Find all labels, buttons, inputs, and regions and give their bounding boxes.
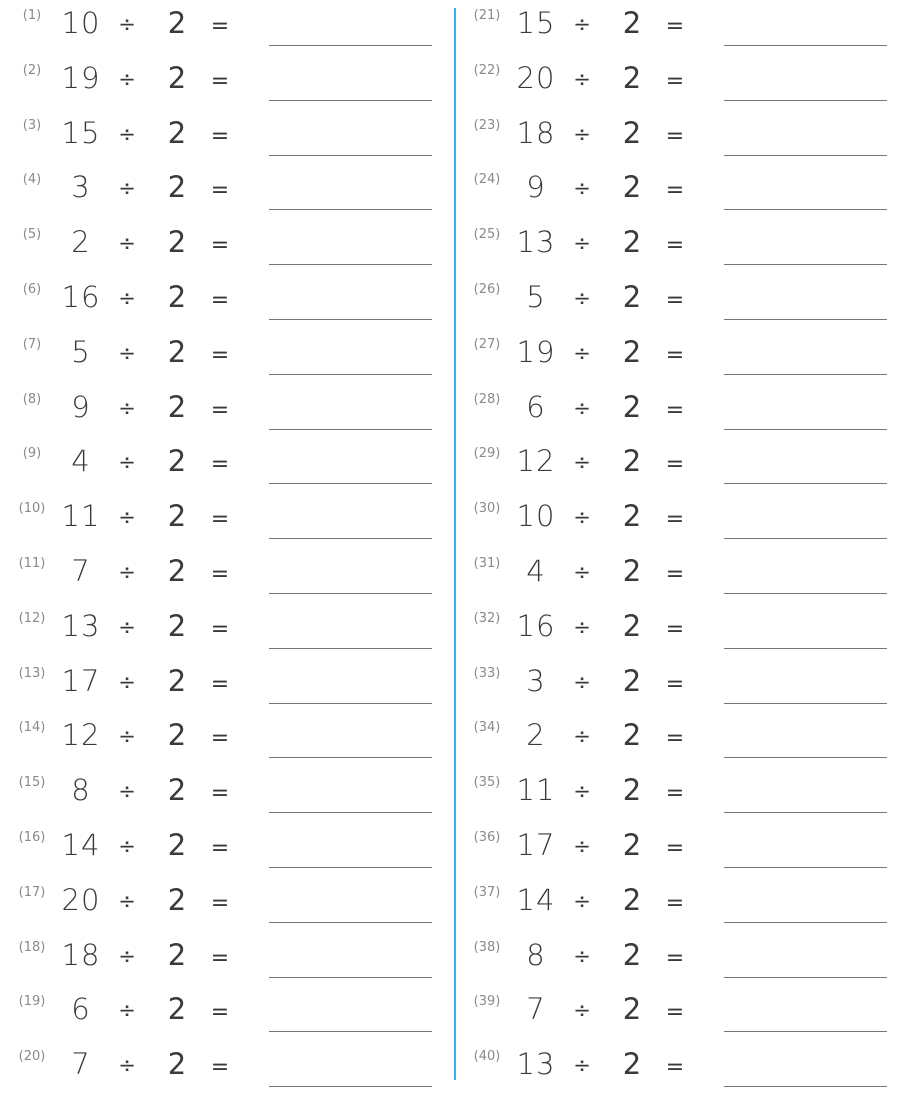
equals-sign: = <box>210 616 230 642</box>
dividend: 8 <box>71 773 91 808</box>
dividend: 17 <box>61 663 101 698</box>
divisor: 2 <box>167 115 187 150</box>
answer-line[interactable] <box>724 100 887 101</box>
problem-number: (20) <box>18 1049 46 1065</box>
answer-line[interactable] <box>269 922 432 923</box>
equals-sign: = <box>210 671 230 697</box>
division-sign: ÷ <box>573 121 591 146</box>
problem-number: (2) <box>22 62 42 78</box>
divisor: 2 <box>167 937 187 972</box>
answer-line[interactable] <box>724 812 887 813</box>
division-sign: ÷ <box>573 669 591 694</box>
divisor: 2 <box>622 389 642 424</box>
problem-number: (32) <box>473 610 501 626</box>
division-sign: ÷ <box>118 12 136 36</box>
dividend: 9 <box>71 389 91 424</box>
answer-line[interactable] <box>269 429 432 430</box>
equals-sign: = <box>210 233 230 259</box>
divisor: 2 <box>167 334 187 369</box>
answer-line[interactable] <box>724 922 887 923</box>
equals-sign: = <box>210 507 230 533</box>
problem-number: (18) <box>18 939 46 955</box>
division-sign: ÷ <box>118 669 136 694</box>
problem-number: (11) <box>18 556 46 571</box>
dividend: 16 <box>61 280 101 314</box>
divisor: 2 <box>622 280 642 314</box>
divisor: 2 <box>167 992 187 1027</box>
equals-sign: = <box>210 562 230 587</box>
problem-number: (37) <box>473 884 501 900</box>
divisor: 2 <box>167 773 187 808</box>
divisor: 2 <box>622 882 642 917</box>
problem-number: (15) <box>18 775 46 791</box>
dividend: 3 <box>526 663 546 698</box>
dividend: 15 <box>61 115 101 150</box>
divisor: 2 <box>622 225 642 260</box>
answer-line[interactable] <box>269 209 432 210</box>
problem-number: (25) <box>473 227 501 243</box>
division-sign: ÷ <box>573 1053 591 1078</box>
dividend: 5 <box>526 280 546 314</box>
equals-sign: = <box>665 452 685 478</box>
equals-sign: = <box>210 288 230 313</box>
equals-sign: = <box>210 781 230 807</box>
problem-row <box>455 4 895 58</box>
problem-row <box>0 497 440 551</box>
answer-line[interactable] <box>269 100 432 101</box>
problem-row <box>455 59 895 113</box>
dividend: 4 <box>526 554 546 588</box>
problem-number: (10) <box>18 501 46 517</box>
answer-line[interactable] <box>269 593 432 594</box>
problem-row <box>455 990 895 1044</box>
equals-sign: = <box>210 14 230 39</box>
problem-row <box>0 936 440 990</box>
equals-sign: = <box>665 123 685 149</box>
problem-number: (30) <box>473 501 501 517</box>
problem-number: (8) <box>22 391 42 407</box>
division-sign: ÷ <box>573 888 591 913</box>
divisor: 2 <box>622 444 642 479</box>
answer-line[interactable] <box>269 703 432 704</box>
divisor: 2 <box>622 718 642 753</box>
equals-sign: = <box>665 836 685 861</box>
problem-row <box>455 552 895 606</box>
problem-row <box>0 826 440 880</box>
problem-number: (4) <box>22 172 42 188</box>
problem-number: (24) <box>473 172 501 188</box>
division-sign: ÷ <box>573 450 591 475</box>
equals-sign: = <box>665 616 685 642</box>
equals-sign: = <box>665 945 685 971</box>
problem-row <box>0 716 440 770</box>
answer-line[interactable] <box>269 648 432 649</box>
dividend: 12 <box>61 718 101 753</box>
problem-row <box>455 333 895 387</box>
divisor: 2 <box>622 1047 642 1082</box>
answer-line[interactable] <box>269 264 432 265</box>
divisor: 2 <box>167 663 187 698</box>
answer-line[interactable] <box>724 593 887 594</box>
dividend: 20 <box>61 882 101 917</box>
problem-row <box>455 1045 895 1099</box>
divisor: 2 <box>167 444 187 479</box>
division-sign: ÷ <box>118 450 136 475</box>
problem-number: (40) <box>473 1049 501 1065</box>
division-sign: ÷ <box>573 779 591 804</box>
division-sign: ÷ <box>573 998 591 1023</box>
divisor: 2 <box>167 718 187 753</box>
dividend: 18 <box>61 937 101 972</box>
divisor: 2 <box>622 115 642 150</box>
dividend: 6 <box>71 992 91 1027</box>
divisor: 2 <box>622 608 642 643</box>
division-sign: ÷ <box>118 395 136 420</box>
divisor: 2 <box>622 828 642 862</box>
problem-row <box>0 771 440 825</box>
answer-line[interactable] <box>269 374 432 375</box>
division-sign: ÷ <box>118 505 136 530</box>
problem-row <box>0 223 440 277</box>
divisor: 2 <box>167 882 187 917</box>
problem-row <box>0 881 440 935</box>
division-sign: ÷ <box>118 231 136 256</box>
division-sign: ÷ <box>118 121 136 146</box>
problem-row <box>455 936 895 990</box>
divisor: 2 <box>167 6 187 40</box>
problem-row <box>455 607 895 661</box>
problem-row <box>0 114 440 168</box>
division-sign: ÷ <box>573 340 591 365</box>
equals-sign: = <box>210 123 230 149</box>
division-sign: ÷ <box>573 286 591 310</box>
answer-line[interactable] <box>269 319 432 320</box>
problem-row <box>455 826 895 880</box>
dividend: 4 <box>71 444 91 479</box>
divisor: 2 <box>622 60 642 95</box>
problem-number: (19) <box>18 994 46 1010</box>
problem-number: (26) <box>473 282 501 297</box>
problem-row <box>0 990 440 1044</box>
answer-line[interactable] <box>724 319 887 320</box>
division-sign: ÷ <box>573 66 591 91</box>
dividend: 8 <box>526 937 546 972</box>
problem-row <box>0 442 440 496</box>
answer-line[interactable] <box>269 45 432 46</box>
problem-number: (31) <box>473 556 501 571</box>
equals-sign: = <box>665 1000 685 1026</box>
division-sign: ÷ <box>118 888 136 913</box>
divisor: 2 <box>622 334 642 369</box>
equals-sign: = <box>665 14 685 39</box>
problem-number: (39) <box>473 994 501 1010</box>
problem-number: (6) <box>22 282 42 297</box>
equals-sign: = <box>665 68 685 94</box>
divisor: 2 <box>167 225 187 260</box>
dividend: 17 <box>516 828 556 862</box>
problem-row <box>0 662 440 716</box>
answer-line[interactable] <box>269 757 432 758</box>
divisor: 2 <box>167 554 187 588</box>
dividend: 7 <box>71 554 91 588</box>
division-sign: ÷ <box>573 943 591 968</box>
divisor: 2 <box>622 992 642 1027</box>
division-sign: ÷ <box>118 340 136 365</box>
problem-number: (1) <box>22 8 42 23</box>
dividend: 12 <box>516 444 556 479</box>
divisor: 2 <box>622 663 642 698</box>
equals-sign: = <box>665 726 685 752</box>
dividend: 13 <box>61 608 101 643</box>
dividend: 15 <box>516 6 556 40</box>
problem-number: (29) <box>473 446 501 462</box>
division-sign: ÷ <box>573 614 591 639</box>
dividend: 19 <box>516 334 556 369</box>
dividend: 2 <box>71 225 91 260</box>
answer-line[interactable] <box>269 155 432 156</box>
problem-number: (16) <box>18 830 46 845</box>
equals-sign: = <box>665 288 685 313</box>
division-sign: ÷ <box>118 286 136 310</box>
answer-line[interactable] <box>724 264 887 265</box>
dividend: 13 <box>516 225 556 260</box>
division-sign: ÷ <box>573 176 591 201</box>
answer-line[interactable] <box>269 977 432 978</box>
problem-row <box>0 168 440 222</box>
dividend: 5 <box>71 334 91 369</box>
dividend: 19 <box>61 60 101 95</box>
division-sign: ÷ <box>573 395 591 420</box>
division-sign: ÷ <box>118 614 136 639</box>
division-sign: ÷ <box>573 560 591 584</box>
equals-sign: = <box>210 1055 230 1081</box>
dividend: 10 <box>61 6 101 40</box>
problem-number: (12) <box>18 610 46 626</box>
equals-sign: = <box>665 890 685 916</box>
answer-line[interactable] <box>269 1086 432 1087</box>
equals-sign: = <box>665 178 685 204</box>
equals-sign: = <box>665 562 685 587</box>
division-sign: ÷ <box>573 505 591 530</box>
problem-number: (7) <box>22 336 42 352</box>
answer-line[interactable] <box>724 1031 887 1032</box>
divisor: 2 <box>167 608 187 643</box>
division-sign: ÷ <box>118 560 136 584</box>
equals-sign: = <box>665 781 685 807</box>
problem-row <box>455 223 895 277</box>
equals-sign: = <box>210 397 230 423</box>
problem-number: (38) <box>473 939 501 955</box>
equals-sign: = <box>210 836 230 861</box>
division-sign: ÷ <box>118 1053 136 1078</box>
problem-row <box>0 388 440 442</box>
problem-number: (28) <box>473 391 501 407</box>
division-sign: ÷ <box>573 12 591 36</box>
divisor: 2 <box>622 773 642 808</box>
dividend: 14 <box>516 882 556 917</box>
dividend: 13 <box>516 1047 556 1082</box>
problem-row <box>0 278 440 332</box>
problem-number: (22) <box>473 62 501 78</box>
equals-sign: = <box>665 1055 685 1081</box>
problem-row <box>0 1045 440 1099</box>
equals-sign: = <box>210 726 230 752</box>
problem-number: (33) <box>473 665 501 681</box>
dividend: 11 <box>516 773 556 808</box>
equals-sign: = <box>210 342 230 368</box>
answer-line[interactable] <box>724 977 887 978</box>
division-sign: ÷ <box>118 724 136 749</box>
answer-line[interactable] <box>269 812 432 813</box>
answer-line[interactable] <box>724 374 887 375</box>
divisor: 2 <box>622 6 642 40</box>
answer-line[interactable] <box>724 648 887 649</box>
division-sign: ÷ <box>118 943 136 968</box>
problem-row <box>455 278 895 332</box>
divisor: 2 <box>167 170 187 205</box>
dividend: 9 <box>526 170 546 205</box>
divisor: 2 <box>167 280 187 314</box>
division-sign: ÷ <box>118 834 136 858</box>
dividend: 7 <box>526 992 546 1027</box>
problem-number: (36) <box>473 830 501 845</box>
divisor: 2 <box>167 1047 187 1082</box>
equals-sign: = <box>665 507 685 533</box>
dividend: 14 <box>61 828 101 862</box>
division-sign: ÷ <box>573 724 591 749</box>
problem-number: (23) <box>473 117 501 133</box>
dividend: 18 <box>516 115 556 150</box>
problem-number: (35) <box>473 775 501 791</box>
answer-line[interactable] <box>269 538 432 539</box>
divisor: 2 <box>622 499 642 534</box>
divisor: 2 <box>167 389 187 424</box>
problem-number: (9) <box>22 446 42 462</box>
problem-row <box>455 771 895 825</box>
equals-sign: = <box>210 1000 230 1026</box>
division-sign: ÷ <box>118 998 136 1023</box>
problem-row <box>0 59 440 113</box>
equals-sign: = <box>210 68 230 94</box>
problem-row <box>455 497 895 551</box>
problem-number: (13) <box>18 665 46 681</box>
division-sign: ÷ <box>573 834 591 858</box>
answer-line[interactable] <box>724 703 887 704</box>
problem-row <box>455 716 895 770</box>
problem-number: (27) <box>473 336 501 352</box>
problem-row <box>0 4 440 58</box>
answer-line[interactable] <box>724 429 887 430</box>
answer-line[interactable] <box>724 538 887 539</box>
problem-row <box>0 333 440 387</box>
problem-number: (34) <box>473 720 501 736</box>
equals-sign: = <box>665 342 685 368</box>
dividend: 10 <box>516 499 556 534</box>
problem-number: (21) <box>473 8 501 23</box>
answer-line[interactable] <box>724 155 887 156</box>
division-sign: ÷ <box>118 176 136 201</box>
division-sign: ÷ <box>118 66 136 91</box>
dividend: 16 <box>516 608 556 643</box>
answer-line[interactable] <box>269 1031 432 1032</box>
dividend: 7 <box>71 1047 91 1082</box>
divisor: 2 <box>622 937 642 972</box>
answer-line[interactable] <box>724 1086 887 1087</box>
answer-line[interactable] <box>724 209 887 210</box>
problem-row <box>455 881 895 935</box>
problem-row <box>455 442 895 496</box>
problem-number: (5) <box>22 227 42 243</box>
divisor: 2 <box>167 60 187 95</box>
equals-sign: = <box>210 452 230 478</box>
problem-row <box>455 388 895 442</box>
division-sign: ÷ <box>118 779 136 804</box>
dividend: 2 <box>526 718 546 753</box>
answer-line[interactable] <box>269 483 432 484</box>
problem-row <box>455 114 895 168</box>
answer-line[interactable] <box>269 867 432 868</box>
problem-number: (3) <box>22 117 42 133</box>
divisor: 2 <box>167 828 187 862</box>
answer-line[interactable] <box>724 45 887 46</box>
problem-row <box>0 607 440 661</box>
problem-row <box>455 168 895 222</box>
equals-sign: = <box>210 890 230 916</box>
dividend: 6 <box>526 389 546 424</box>
problem-row <box>0 552 440 606</box>
division-sign: ÷ <box>573 231 591 256</box>
answer-line[interactable] <box>724 757 887 758</box>
equals-sign: = <box>665 671 685 697</box>
divisor: 2 <box>167 499 187 534</box>
problem-number: (14) <box>18 720 46 736</box>
equals-sign: = <box>665 233 685 259</box>
answer-line[interactable] <box>724 867 887 868</box>
equals-sign: = <box>665 397 685 423</box>
divisor: 2 <box>622 554 642 588</box>
dividend: 20 <box>516 60 556 95</box>
answer-line[interactable] <box>724 483 887 484</box>
dividend: 11 <box>61 499 101 534</box>
divisor: 2 <box>622 170 642 205</box>
dividend: 3 <box>71 170 91 205</box>
problem-row <box>455 662 895 716</box>
equals-sign: = <box>210 178 230 204</box>
problem-number: (17) <box>18 884 46 900</box>
equals-sign: = <box>210 945 230 971</box>
